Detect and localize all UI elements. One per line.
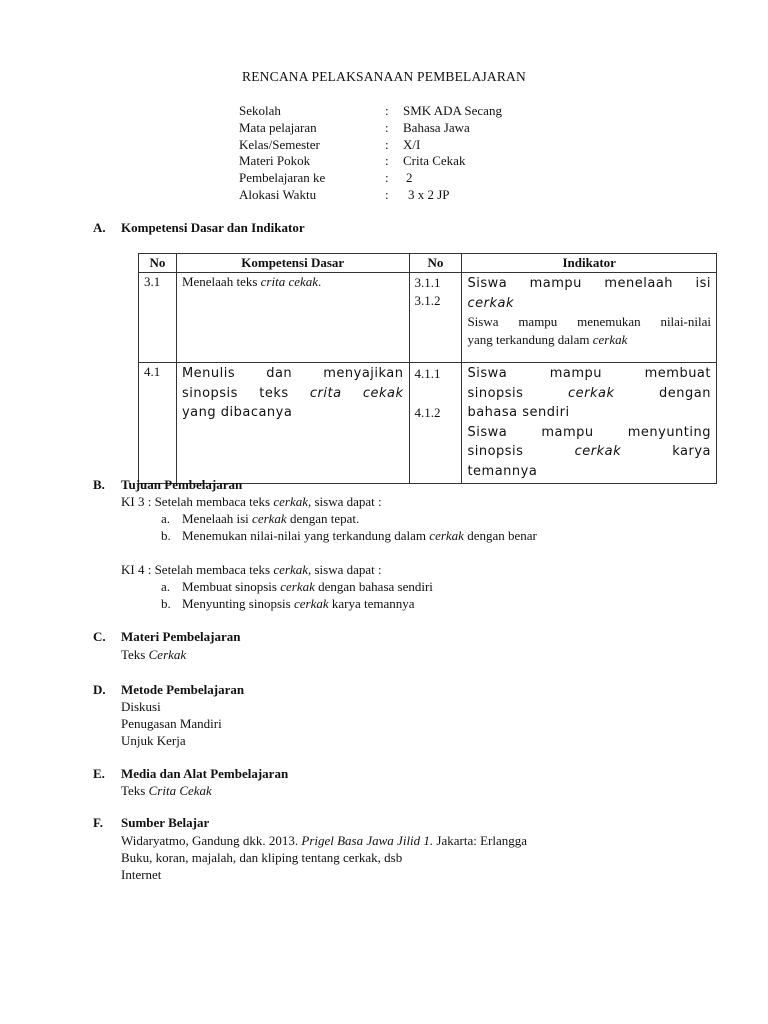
section-d-heading bbox=[93, 682, 244, 698]
info-separator: : bbox=[385, 186, 389, 202]
indicator-text: sinopsis bbox=[467, 385, 568, 401]
list-marker: a. bbox=[161, 579, 171, 594]
table-header-row bbox=[139, 254, 717, 273]
emphasis: cerkak bbox=[280, 579, 315, 594]
ki3-intro bbox=[121, 493, 537, 510]
indicator-text: yang terkandung dalam bbox=[467, 332, 593, 347]
list-item: Unjuk Kerja bbox=[121, 733, 186, 748]
emphasis: cerkak bbox=[273, 494, 308, 509]
sub-number: 3.1.2 bbox=[414, 293, 441, 308]
kd-text: sinopsis teks bbox=[181, 385, 310, 401]
info-row bbox=[239, 170, 502, 187]
table-row bbox=[139, 273, 717, 363]
list-item: Internet bbox=[121, 867, 162, 882]
text: Teks bbox=[121, 647, 149, 662]
competency-table bbox=[138, 253, 717, 484]
section-title: Media dan Alat Pembelajaran bbox=[121, 766, 289, 781]
cell-indikator bbox=[462, 273, 717, 363]
list-item bbox=[121, 527, 537, 544]
info-separator: : bbox=[385, 153, 389, 169]
text: dengan bahasa sendiri bbox=[314, 579, 433, 594]
section-title: Metode Pembelajaran bbox=[121, 682, 245, 697]
indicator-text: Siswa mampu menemukan nilai-nilai bbox=[467, 314, 711, 329]
list-item bbox=[121, 832, 527, 849]
indicator-text: bahasa sendiri bbox=[467, 405, 570, 420]
section-e-heading bbox=[93, 766, 288, 782]
info-value: 3 x 2 JP bbox=[408, 186, 450, 202]
info-row bbox=[239, 137, 502, 154]
header-kompetensi-dasar: Kompetensi Dasar bbox=[176, 254, 409, 273]
info-block bbox=[239, 103, 502, 204]
info-label: Sekolah bbox=[239, 103, 281, 118]
header-indikator: Indikator bbox=[462, 254, 717, 273]
section-a-heading bbox=[93, 220, 305, 236]
document-title: RENCANA PELAKSANAAN PEMBELAJARAN bbox=[242, 69, 526, 84]
info-separator: : bbox=[385, 119, 389, 135]
indicator-text: sinopsis bbox=[467, 444, 575, 459]
sub-number: 4.1.1 bbox=[414, 366, 441, 381]
text: Widaryatmo, Gandung dkk. 2013. bbox=[121, 833, 302, 848]
emphasis: cerkak bbox=[252, 511, 287, 526]
section-b-heading bbox=[93, 477, 242, 493]
section-title: Sumber Belajar bbox=[121, 815, 210, 830]
kd-emphasis: crita cekak bbox=[260, 274, 319, 289]
cell-text: 3.1 bbox=[144, 274, 161, 289]
tujuan-ki3 bbox=[121, 493, 537, 544]
kd-text: Menulis dan menyajikan bbox=[181, 366, 404, 381]
section-letter: B. bbox=[93, 477, 105, 492]
cell-sub-no bbox=[409, 363, 462, 484]
info-row bbox=[239, 187, 502, 204]
cell-no bbox=[139, 273, 177, 363]
table-row bbox=[139, 363, 717, 484]
info-value: SMK ADA Secang bbox=[403, 103, 502, 118]
section-f-heading bbox=[93, 815, 209, 831]
metode-list bbox=[121, 698, 222, 749]
text: Menemukan nilai-nilai yang terkandung dalam bbox=[182, 528, 430, 543]
section-letter: A. bbox=[93, 220, 106, 235]
list-item: Buku, koran, majalah, dan kliping tentang cerkak, dsb bbox=[121, 850, 403, 865]
indicator-text: Siswa mampu membuat bbox=[467, 366, 711, 381]
text: KI 4 : Setelah membaca teks bbox=[121, 562, 274, 577]
section-title: Materi Pembelajaran bbox=[121, 629, 241, 644]
text: , siswa dapat : bbox=[307, 562, 382, 577]
materi-body bbox=[121, 646, 186, 663]
info-label: Pembelajaran ke bbox=[239, 170, 326, 186]
text: , siswa dapat : bbox=[307, 494, 382, 509]
list-item: Diskusi bbox=[121, 699, 161, 714]
info-value: Bahasa Jawa bbox=[403, 119, 470, 135]
info-label: Alokasi Waktu bbox=[239, 186, 317, 202]
text: Menyunting sinopsis bbox=[182, 596, 294, 611]
list-marker: b. bbox=[161, 528, 171, 543]
section-letter: D. bbox=[93, 682, 106, 697]
info-label: Materi Pokok bbox=[239, 153, 311, 169]
info-row bbox=[239, 103, 502, 120]
info-separator: : bbox=[385, 136, 389, 152]
cell-kd bbox=[176, 273, 409, 363]
section-title: Kompetensi Dasar dan Indikator bbox=[121, 220, 305, 235]
list-marker: b. bbox=[161, 596, 171, 611]
info-row bbox=[239, 153, 502, 170]
text: dengan benar bbox=[463, 528, 537, 543]
emphasis: Cerkak bbox=[148, 647, 187, 662]
info-value: Crita Cekak bbox=[403, 153, 466, 169]
header-no: No bbox=[139, 254, 177, 273]
list-marker: a. bbox=[161, 511, 171, 526]
tujuan-ki4 bbox=[121, 561, 433, 612]
indicator-emphasis: cerkak bbox=[574, 444, 622, 459]
indicator-text: dengan bbox=[614, 385, 711, 401]
info-label: Kelas/Semester bbox=[239, 136, 320, 152]
indicator-text: temannya bbox=[467, 463, 538, 479]
cell-indikator bbox=[462, 363, 717, 484]
text: karya temannya bbox=[328, 596, 415, 611]
ki4-intro bbox=[121, 561, 433, 578]
emphasis: Crita Cekak bbox=[148, 783, 212, 798]
info-value: X/I bbox=[403, 136, 421, 152]
text: Menelaah isi bbox=[182, 511, 253, 526]
section-c-heading bbox=[93, 629, 240, 645]
text: dengan tepat. bbox=[286, 511, 360, 526]
emphasis: Prigel Basa Jawa Jilid 1. bbox=[301, 833, 434, 848]
emphasis: cerkak bbox=[293, 596, 329, 611]
section-letter: C. bbox=[93, 629, 106, 644]
info-separator: : bbox=[385, 170, 389, 186]
kd-text: . bbox=[318, 274, 322, 289]
sub-number: 4.1.2 bbox=[414, 405, 441, 420]
info-value: 2 bbox=[406, 170, 413, 186]
list-item: Penugasan Mandiri bbox=[121, 716, 222, 731]
header-no-indicator: No bbox=[409, 254, 462, 273]
emphasis: cerkak bbox=[429, 528, 464, 543]
sub-number: 3.1.1 bbox=[414, 275, 441, 290]
section-title: Tujuan Pembelajaran bbox=[121, 477, 243, 492]
section-letter: F. bbox=[93, 815, 103, 830]
indicator-text: Siswa mampu menyunting bbox=[467, 424, 711, 440]
indicator-text: Siswa mampu menelaah isi bbox=[467, 276, 711, 291]
kd-text: yang dibacanya bbox=[181, 405, 293, 420]
cell-text: 4.1 bbox=[144, 364, 161, 379]
text: Membuat sinopsis bbox=[182, 579, 281, 594]
emphasis: cerkak bbox=[273, 562, 308, 577]
list-item bbox=[121, 578, 433, 595]
indicator-emphasis: cerkak bbox=[592, 332, 628, 347]
info-label: Mata pelajaran bbox=[239, 119, 317, 135]
text: KI 3 : Setelah membaca teks bbox=[121, 494, 274, 509]
list-item bbox=[121, 510, 537, 527]
indicator-emphasis: cerkak bbox=[567, 385, 615, 401]
section-letter: E. bbox=[93, 766, 105, 781]
text: Teks bbox=[121, 783, 149, 798]
info-row bbox=[239, 120, 502, 137]
cell-no bbox=[139, 363, 177, 484]
kd-emphasis: crita cekak bbox=[309, 385, 404, 401]
indicator-emphasis: cerkak bbox=[467, 295, 514, 311]
cell-kd bbox=[176, 363, 409, 484]
list-item bbox=[121, 595, 433, 612]
media-body bbox=[121, 782, 212, 799]
sumber-list bbox=[121, 832, 527, 883]
info-separator: : bbox=[385, 103, 389, 118]
indicator-text: karya bbox=[621, 444, 711, 459]
kd-text: Menelaah teks bbox=[181, 274, 261, 289]
cell-sub-no bbox=[409, 273, 462, 363]
text: Jakarta: Erlangga bbox=[433, 833, 528, 848]
